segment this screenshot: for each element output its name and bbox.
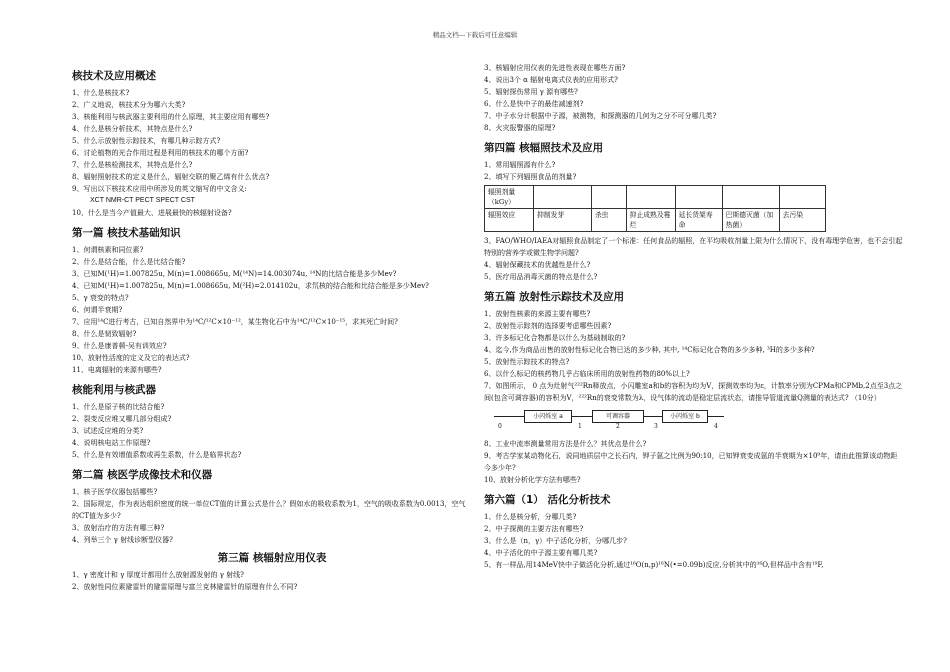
section-title-tracer: 第五篇 放射性示踪技术及应用 (484, 291, 625, 303)
question-item: 9、考古学家某动物化石，说同地质层中之长石内，钾子氩之比例为90:10，已知钾衰变成氩的半衰期为×10⁹年，请由此推算该动物距今多少年? (484, 452, 898, 472)
effect-cell: 抑止成熟及霉烂 (626, 209, 675, 232)
left-column (72, 62, 472, 593)
question-item: 4、什么是核分析技术，其特点是什么? (72, 125, 193, 133)
question-item: 3、许多标记化合物都是以什么为基础制取的? (484, 334, 626, 342)
scintillation-chamber-a: 小闪烁室 a (524, 410, 572, 423)
point-label: 2 (616, 423, 620, 430)
abbreviation-list: XCT NMR-CT PECT SPECT CST (90, 197, 195, 204)
section-title-irradiation: 第四篇 核辐照技术及应用 (484, 142, 604, 154)
question-item: 1、放射性核素的来源主要有哪些? (484, 310, 591, 318)
dose-cell (675, 186, 722, 209)
question-item: 3、FAO/WHO/IAEA对辐照食品制定了一个标准：任何食品的辐照，在平均吸收剂量上限为什么情况下，没有毒理学危害，也不会引起特别的营养学或微生物学问题? (484, 237, 903, 257)
question-item: 4、说出3个 α 辐射电离式仪表的应用形式? (484, 76, 618, 84)
dose-table (484, 185, 826, 232)
question-item: 1、什么是原子核的比结合能? (72, 403, 165, 411)
question-item: 2、广义地说，核技术分为哪六大类? (72, 101, 186, 109)
dose-cell (779, 186, 825, 209)
question-item: 3、试述反应堆的分类? (72, 427, 144, 435)
effect-cell: 抑制发芽 (534, 209, 592, 232)
question-item: 1、何谓核素和同位素? (72, 246, 144, 254)
section-title-overview: 核技术及应用概述 (72, 70, 156, 82)
question-item: 4、列举三个 γ 射线诊断型仪器? (72, 536, 173, 544)
question-item: 10、放射性活度的定义及它的表达式? (72, 354, 190, 362)
overview-questions (72, 87, 472, 219)
question-item: 10、放射分析化学方法有哪些? (484, 476, 581, 484)
question-item: 4、说明核电站工作原理? (72, 439, 151, 447)
question-item: 7、如图所示， 0 点为灶射气²²²Rn释放点，小闪雕室a和b的容积为均为V，探测效率均为ε，计数率分别为CPMa和CPMb,2点至3点之间(包含可调容器)的容积为V，²²²Rn的衰变常数为λ，设气体的流动是稳定层流状态，请推导管道流量Q测量的表达式? （10分） (484, 382, 903, 402)
question-item: 9、写出以下核技术应用中所涉及的英文缩写的中文含义: (72, 185, 247, 193)
instrument-questions (72, 569, 472, 593)
question-item: 4、中子活化的中子源主要有哪几类? (484, 549, 598, 557)
question-item: 7、什么是核检测技术，其特点是什么? (72, 161, 193, 169)
instrument-questions-continued (484, 62, 904, 134)
adjustable-container: 可调容器 (592, 410, 644, 423)
irradiation-questions (484, 159, 904, 183)
question-item: 4、迄今,作为商品出售的放射性标记化合物已达的多少种, 其中, ¹⁴C标记化合物的多少多种, ³H的多少多种? (484, 346, 815, 354)
scintillation-chamber-b: 小闪烁室 b (662, 410, 708, 423)
basics-questions (72, 244, 472, 376)
question-item: 5、什么是有效增值系数或再生系数，什么是临界状态? (72, 451, 242, 459)
point-label: 3 (654, 423, 658, 430)
effect-cell: 辐照效应 (485, 209, 534, 232)
right-column (484, 62, 904, 571)
question-item: 5、放射性示踪技术的特点? (484, 358, 570, 366)
dose-label-cell: 辐照剂量（kGy） (485, 186, 534, 209)
question-item: 8、火灾报警器的原理? (484, 124, 556, 132)
point-label: 4 (714, 423, 718, 430)
question-item: 5、辐射探伤常用 γ 源有哪些? (484, 88, 578, 96)
question-item: 5、有一样品,用14MeV快中子做活化分析,通过¹⁶O(n,p)¹⁶N(•=0.09b)反应,分析其中的¹⁶O,但样品中含有¹⁹F, (484, 561, 824, 569)
dose-cell (534, 186, 592, 209)
question-item: 2、填写下列辐照食品的剂量? (484, 173, 577, 181)
section-title-activation: 第六篇（1） 活化分析技术 (484, 494, 611, 506)
effect-cell: 杀虫 (591, 209, 626, 232)
effect-row (485, 209, 826, 232)
dose-cell (722, 186, 779, 209)
question-item: 7、中子水分计根据中子源，被测物，和探测器的几何为之分不可分哪几类? (484, 112, 717, 120)
question-item: 6、何谓半衰期? (72, 306, 123, 314)
flow-diagram (494, 406, 724, 434)
dose-cell (626, 186, 675, 209)
question-item: 1、核子医学仪器包括哪些? (72, 488, 158, 496)
question-item: 5、γ 衰变的特点? (72, 294, 129, 302)
question-item: 4、已知M(¹H)=1.007825u, M(n)=1.008665u, M(²H)=2.014102u，求氘核的结合能和比结合能是多少Mev? (72, 282, 429, 290)
question-item: 8、什么是韧致辐射? (72, 330, 137, 338)
question-item: 1、常用辐照源有什么? (484, 161, 556, 169)
medical-imaging-questions (72, 486, 472, 546)
effect-cell: 去污染 (779, 209, 825, 232)
question-item: 6、讨论植物的光合作用过程是利用的核技术的哪个方面? (72, 149, 249, 157)
question-item: 4、辐射保藏技术的优越性是什么? (484, 261, 591, 269)
question-item: 6、以什么标记的核药物几乎占临床所用的放射性药物的80%以上? (484, 370, 690, 378)
tracer-questions-continued (484, 438, 904, 486)
question-item: 8、工业中流率测量常用方法是什么？其优点是什么? (484, 440, 647, 448)
question-item: 1、什么是核技术? (72, 89, 130, 97)
effect-cell: 巴斯德灭菌（加热菌） (722, 209, 779, 232)
question-item: 3、放射治疗的方法有哪三种? (72, 524, 165, 532)
irradiation-questions-continued (484, 235, 904, 283)
question-item: 3、核能利用与核武器主要利用的什么原理，其主要应用有哪些? (72, 113, 270, 121)
question-item: 2、中子探测的主要方法有哪些? (484, 525, 584, 533)
question-item: 5、医疗用品消毒灭菌的特点是什么? (484, 273, 598, 281)
question-item: 10、什么是当今产值最大、进展最快的核辐射设备? (72, 209, 232, 217)
question-item: 3、核辐射应用仪表的先进性表现在哪些方面? (484, 64, 626, 72)
question-item: 1、什么是核分析，分哪几类? (484, 513, 577, 521)
point-label: 1 (578, 423, 582, 430)
question-item: 2、放射性同位素避雷针的避雷原理与富兰克林避雷针的原理有什么不同? (72, 583, 298, 591)
question-item: 1、γ 密度计和 γ 厚度计都用什么放射源发射的 γ 射线? (72, 571, 244, 579)
activation-questions (484, 511, 904, 571)
question-item: 2、什么是结合能，什么是比结合能? (72, 258, 186, 266)
question-item: 7、应用¹⁴C进行考古，已知自然界中为¹⁴C/¹²C×10⁻¹²，某生物化石中为¹⁴C/¹²C×10⁻¹⁵，求其死亡时间? (72, 318, 398, 326)
tracer-questions (484, 308, 904, 404)
section-title-medical-imaging: 第二篇 核医学成像技术和仪器 (72, 469, 213, 481)
nuclear-energy-questions (72, 401, 472, 461)
question-item: 9、什么是康普顿-吴有训效应? (72, 342, 167, 350)
question-item: 6、什么是快中子的最佳减速剂? (484, 100, 584, 108)
dose-cell (591, 186, 626, 209)
question-item: 3、已知M(¹H)=1.007825u, M(n)=1.008665u, M(¹⁴N)=14.003074u, ¹⁴N的比结合能是多少Mev? (72, 270, 397, 278)
section-title-basics: 第一篇 核技术基础知识 (72, 227, 181, 239)
question-item: 3、什么是（n，γ）中子活化分析，分哪几步? (484, 537, 627, 545)
question-item: 2、裂变反应堆又哪几部分组成? (72, 415, 172, 423)
question-item: 2、放射性示踪剂的选择要考虑哪些因素? (484, 322, 612, 330)
section-title-nuclear-energy: 核能利用与核武器 (72, 384, 156, 396)
point-label: 0 (498, 423, 502, 430)
section-title-instruments: 第三篇 核辐射应用仪表 (217, 552, 327, 564)
question-item: 8、辐射照射技术的定义是什么，辐射交联的聚乙烯有什么优点? (72, 173, 270, 181)
question-item: 5、什么示放射性示踪技术，有哪几种示踪方式? (72, 137, 221, 145)
effect-cell: 延长货架寿命 (675, 209, 722, 232)
question-item: 2、国际规定，作为表达组织密度的统一单位CT值的计算公式是什么？假如水的吸收系数为1，空气的吸收系数为0.0013，空气的CT值为多少? (72, 500, 466, 520)
question-item: 11、电离辐射的来源有哪些? (72, 366, 162, 374)
page-header: 精品文档---下载后可任意编辑 (432, 31, 518, 39)
dose-row (485, 186, 826, 209)
